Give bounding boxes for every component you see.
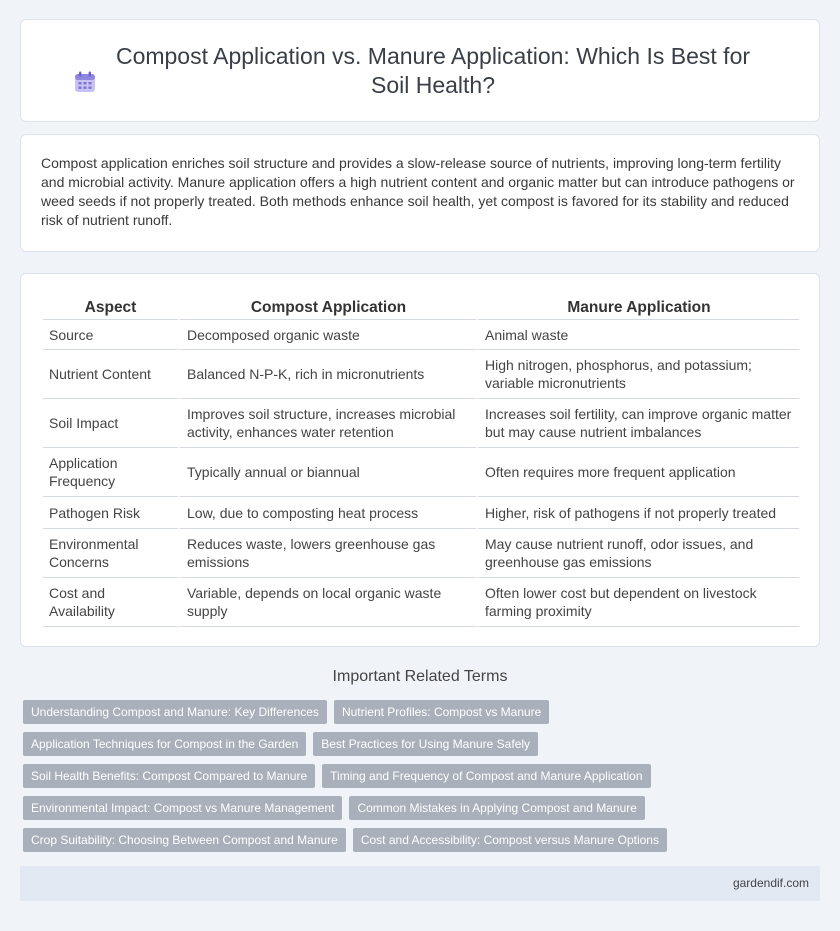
cell-compost: Decomposed organic waste — [178, 320, 476, 350]
related-term-link[interactable]: Timing and Frequency of Compost and Manure Application — [322, 764, 650, 788]
table-row — [43, 448, 799, 497]
header-compost: Compost Application — [178, 294, 476, 320]
related-terms-list — [23, 700, 783, 860]
cell-aspect: Pathogen Risk — [43, 497, 178, 529]
table-row — [43, 350, 799, 399]
cell-aspect: Soil Impact — [43, 399, 178, 448]
cell-compost: Reduces waste, lowers greenhouse gas emissions — [178, 529, 476, 578]
cell-manure: May cause nutrient runoff, odor issues, and greenhouse gas emissions — [476, 529, 799, 578]
comparison-table — [43, 294, 799, 627]
cell-manure: Increases soil fertility, can improve organic matter but may cause nutrient imbalances — [476, 399, 799, 448]
intro-card — [20, 134, 820, 252]
table-row — [43, 399, 799, 448]
footer-site-link[interactable]: gardendif.com — [732, 876, 809, 890]
title-card — [20, 19, 820, 122]
cell-aspect: Environmental Concerns — [43, 529, 178, 578]
related-terms-heading: Important Related Terms — [332, 668, 508, 685]
cell-manure: Animal waste — [476, 320, 799, 350]
cell-aspect: Source — [43, 320, 178, 350]
table-row — [43, 320, 799, 350]
cell-compost: Low, due to composting heat process — [178, 497, 476, 529]
cell-compost: Improves soil structure, increases microbial activity, enhances water retention — [178, 399, 476, 448]
header-aspect: Aspect — [43, 294, 178, 320]
related-term-link[interactable]: Environmental Impact: Compost vs Manure Management — [23, 796, 342, 820]
related-term-link[interactable]: Cost and Accessibility: Compost versus Manure Options — [353, 828, 667, 852]
cell-manure: Higher, risk of pathogens if not properly treated — [476, 497, 799, 529]
intro-paragraph: Compost application enriches soil structure and provides a slow-release source of nutrients, improving long-term fertility and microbial activity. Manure application offers a high nutrient content and organic matter but can introduce pathogens or weed seeds if not properly treated. Both methods enhance soil health, yet compost is favored for its stability and reduced risk of nutrient runoff. — [41, 155, 795, 228]
cell-aspect: Application Frequency — [43, 448, 178, 497]
related-term-link[interactable]: Best Practices for Using Manure Safely — [313, 732, 538, 756]
cell-aspect: Nutrient Content — [43, 350, 178, 399]
cell-compost: Variable, depends on local organic waste supply — [178, 578, 476, 627]
related-term-link[interactable]: Common Mistakes in Applying Compost and Manure — [349, 796, 644, 820]
related-term-link[interactable]: Soil Health Benefits: Compost Compared to Manure — [23, 764, 315, 788]
table-header-row — [43, 294, 799, 320]
calendar-icon — [72, 69, 98, 95]
cell-aspect: Cost and Availability — [43, 578, 178, 627]
related-term-link[interactable]: Application Techniques for Compost in the Garden — [23, 732, 306, 756]
table-row — [43, 529, 799, 578]
table-row — [43, 497, 799, 529]
cell-compost: Typically annual or biannual — [178, 448, 476, 497]
comparison-table-card — [20, 273, 820, 647]
related-term-link[interactable]: Understanding Compost and Manure: Key Differences — [23, 700, 327, 724]
table-row — [43, 578, 799, 627]
footer — [20, 866, 820, 901]
cell-compost: Balanced N-P-K, rich in micronutrients — [178, 350, 476, 399]
header-manure: Manure Application — [476, 294, 799, 320]
cell-manure: Often requires more frequent application — [476, 448, 799, 497]
cell-manure: High nitrogen, phosphorus, and potassium; variable micronutrients — [476, 350, 799, 399]
related-term-link[interactable]: Crop Suitability: Choosing Between Compost and Manure — [23, 828, 346, 852]
related-term-link[interactable]: Nutrient Profiles: Compost vs Manure — [334, 700, 549, 724]
cell-manure: Often lower cost but dependent on livestock farming proximity — [476, 578, 799, 627]
page-title: Compost Application vs. Manure Application: Which Is Best for Soil Health? — [115, 42, 751, 98]
